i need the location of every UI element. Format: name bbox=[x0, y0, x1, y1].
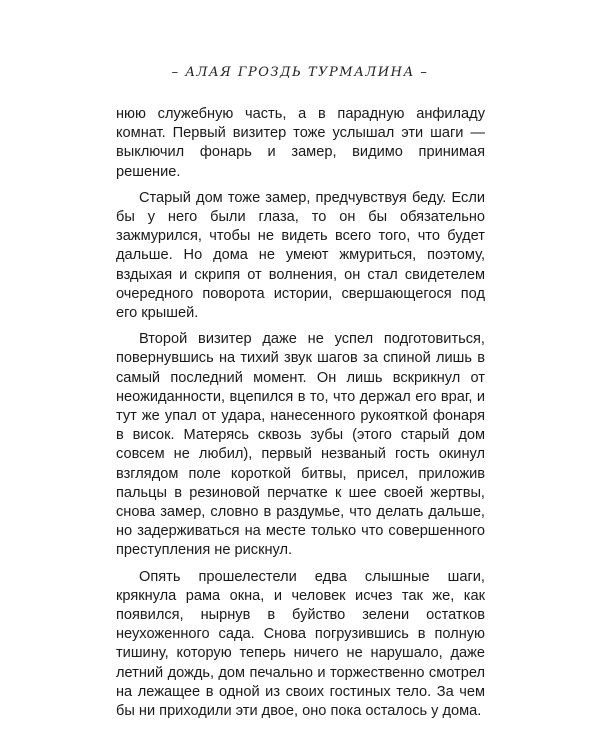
body-text bbox=[116, 105, 485, 728]
paragraph-3: Второй визитер даже не успел подготовиться, повернувшись на тихий звук шагов за спиной лишь в самый последний момент. Он лишь вскрикнул от неожиданности, вцепился в то, что держал его враг, и тут же упал от удара, нанесенного рукояткой фонаря в висок. Матерясь сквозь зубы (этого старый дом совсем не любил), первый незваный гость окинул взглядом поле короткой битвы, присел, приложив пальцы в резиновой перчатке к шее своей жертвы, снова замер, словно в раздумье, что делать дальше, но задерживаться на месте только что совершенного преступления не рискнул. bbox=[116, 331, 485, 559]
paragraph-1: нюю служебную часть, а в парадную анфиладу комнат. Первый визитер тоже услышал эти шаги — выключил фонарь и замер, видимо принимая решение. bbox=[116, 106, 485, 180]
running-head: – АЛАЯ ГРОЗДЬ ТУРМАЛИНА – bbox=[171, 65, 429, 80]
paragraph-4: Опять прошелестели едва слышные шаги, крякнула рама окна, и человек исчез так же, как появился, нырнув в буйство зелени остатков неухоженного сада. Снова погрузившись в полную тишину, которую теперь ничего не нарушало, даже летний дождь, дом печально и торжественно смотрел на лежащее в одной из своих гостиных тело. За чем бы ни приходили эти двое, оно пока осталось у дома. bbox=[116, 568, 485, 720]
paragraph-2: Старый дом тоже замер, предчувствуя беду. Если бы у него были глаза, то он бы обязательно зажмурился, чтобы не видеть всего того, что будет дальше. Но дома не умеют жмуриться, поэтому, вздыхая и скрипя от волнения, он стал свидетелем очередного поворота истории, свершающегося под его крышей. bbox=[116, 189, 485, 322]
